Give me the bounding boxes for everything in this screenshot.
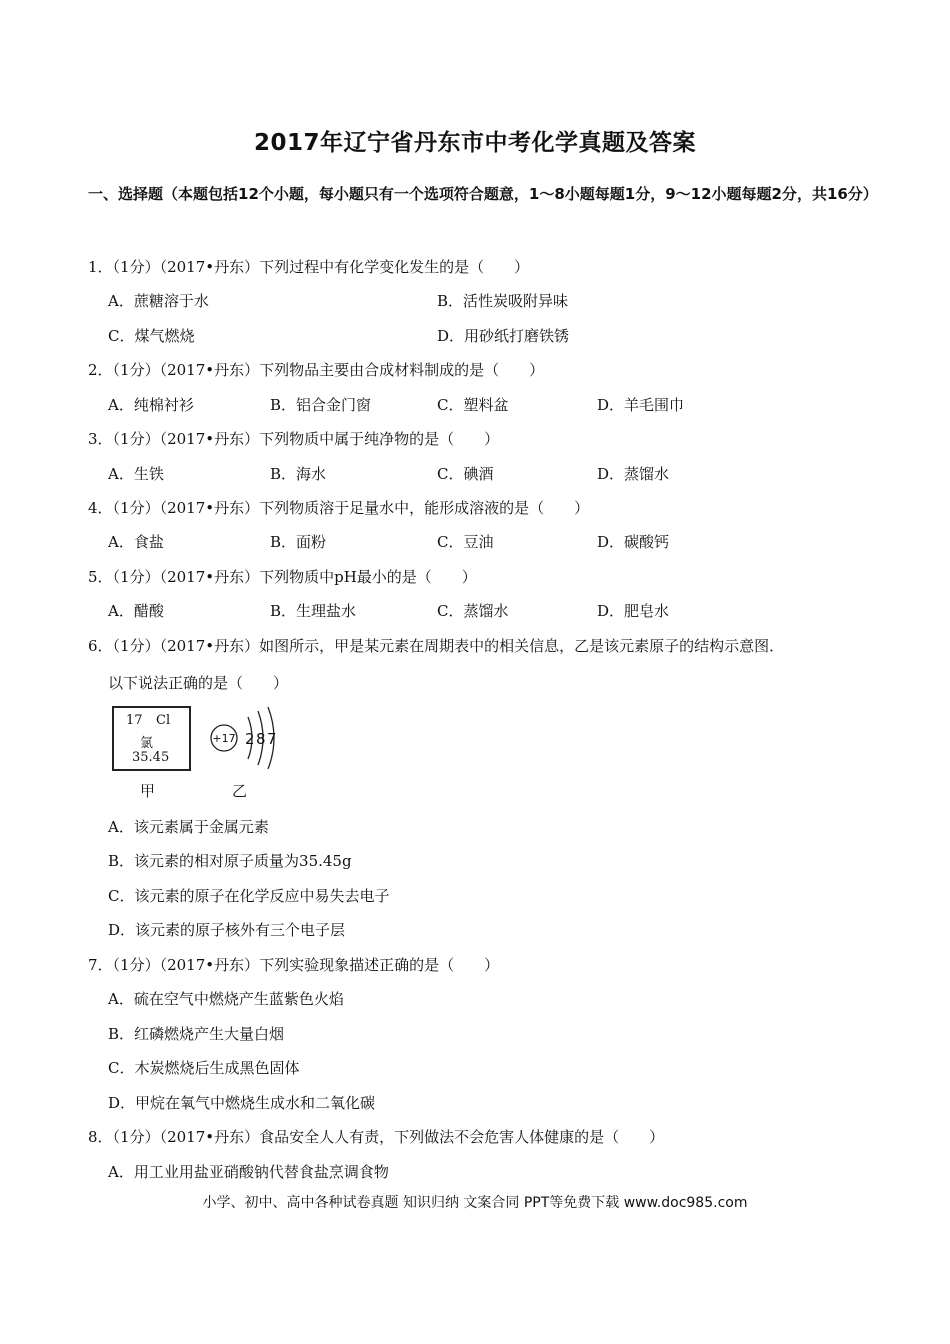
question-4-option-c: C．豆油 [437,533,494,551]
question-2-stem: 2．（1分）（2017•丹东）下列物品主要由合成材料制成的是（ ） [88,361,545,379]
question-7-option-c: C．木炭燃烧后生成黑色固体 [108,1059,300,1077]
question-5-option-a: A．醋酸 [108,602,164,620]
question-5-stem: 5．（1分）（2017•丹东）下列物质中pH最小的是（ ） [88,568,477,586]
question-1-stem: 1．（1分）（2017•丹东）下列过程中有化学变化发生的是（ ） [88,258,530,276]
question-4-option-b: B．面粉 [270,533,327,551]
question-3-option-c: C．碘酒 [437,465,494,483]
question-1-option-b: B．活性炭吸附异味 [437,292,569,310]
question-8-option-a: A．用工业用盐亚硝酸钠代替食盐烹调食物 [108,1163,389,1181]
question-6-stem-continued: 以下说法正确的是（ ） [108,674,289,692]
question-6-stem: 6．（1分）（2017•丹东）如图所示，甲是某元素在周期表中的相关信息，乙是该元素原子的结构示意图． [88,637,785,655]
question-2-option-d: D．羊毛围巾 [597,396,685,414]
figure-label-yi: 乙 [232,782,248,800]
periodic-table-cell [112,706,191,771]
question-6-option-b: B．该元素的相对原子质量为35.45g [108,852,352,870]
atomic-number: 17 [126,713,143,728]
element-symbol: Cl [156,713,171,728]
question-6-option-c: C．该元素的原子在化学反应中易失去电子 [108,887,390,905]
question-1-option-c: C．煤气燃烧 [108,327,195,345]
nucleus-charge: +17 [212,732,236,745]
question-2-option-b: B．铝合金门窗 [270,396,372,414]
question-4-stem: 4．（1分）（2017•丹东）下列物质溶于足量水中，能形成溶液的是（ ） [88,499,590,517]
question-3-option-b: B．海水 [270,465,327,483]
question-5-option-b: B．生理盐水 [270,602,357,620]
question-5-option-c: C．蒸馏水 [437,602,509,620]
question-3-option-d: D．蒸馏水 [597,465,670,483]
question-1-option-d: D．用砂纸打磨铁锈 [437,327,570,345]
atomic-mass: 35.45 [132,750,170,765]
question-4-option-a: A．食盐 [108,533,164,551]
question-6-option-d: D．该元素的原子核外有三个电子层 [108,921,346,939]
question-7-option-a: A．硫在空气中燃烧产生蓝紫色火焰 [108,990,344,1008]
question-3-option-a: A．生铁 [108,465,164,483]
question-8-stem: 8．（1分）（2017•丹东）食品安全人人有责，下列做法不会危害人体健康的是（ ） [88,1128,665,1146]
question-2-option-a: A．纯棉衬衫 [108,396,194,414]
shell-2-electrons: 8 [256,730,266,748]
element-name: 氯 [140,736,154,751]
figure-label-jia: 甲 [140,782,156,800]
question-7-option-b: B．红磷燃烧产生大量白烟 [108,1025,285,1043]
question-2-option-c: C．塑料盆 [437,396,509,414]
page-title: 2017年辽宁省丹东市中考化学真题及答案 [253,130,696,156]
question-3-stem: 3．（1分）（2017•丹东）下列物质中属于纯净物的是（ ） [88,430,500,448]
question-7-option-d: D．甲烷在氧气中燃烧生成水和二氧化碳 [108,1094,376,1112]
question-6-option-a: A．该元素属于金属元素 [108,818,269,836]
question-4-option-d: D．碳酸钙 [597,533,670,551]
section-header: 一、选择题（本题包括12个小题，每小题只有一个选项符合题意，1～8小题每题1分，9～12小题每题2分，共16分） [88,185,878,203]
atom-structure-diagram [208,705,288,769]
question-5-option-d: D．肥皂水 [597,602,670,620]
question-7-stem: 7．（1分）（2017•丹东）下列实验现象描述正确的是（ ） [88,956,500,974]
page-footer: 小学、初中、高中各种试卷真题 知识归纳 文案合同 PPT等免费下载 www.doc985.com [202,1195,748,1211]
question-1-option-a: A．蔗糖溶于水 [108,292,209,310]
shell-3-electrons: 7 [267,730,277,748]
shell-1-electrons: 2 [245,730,255,748]
